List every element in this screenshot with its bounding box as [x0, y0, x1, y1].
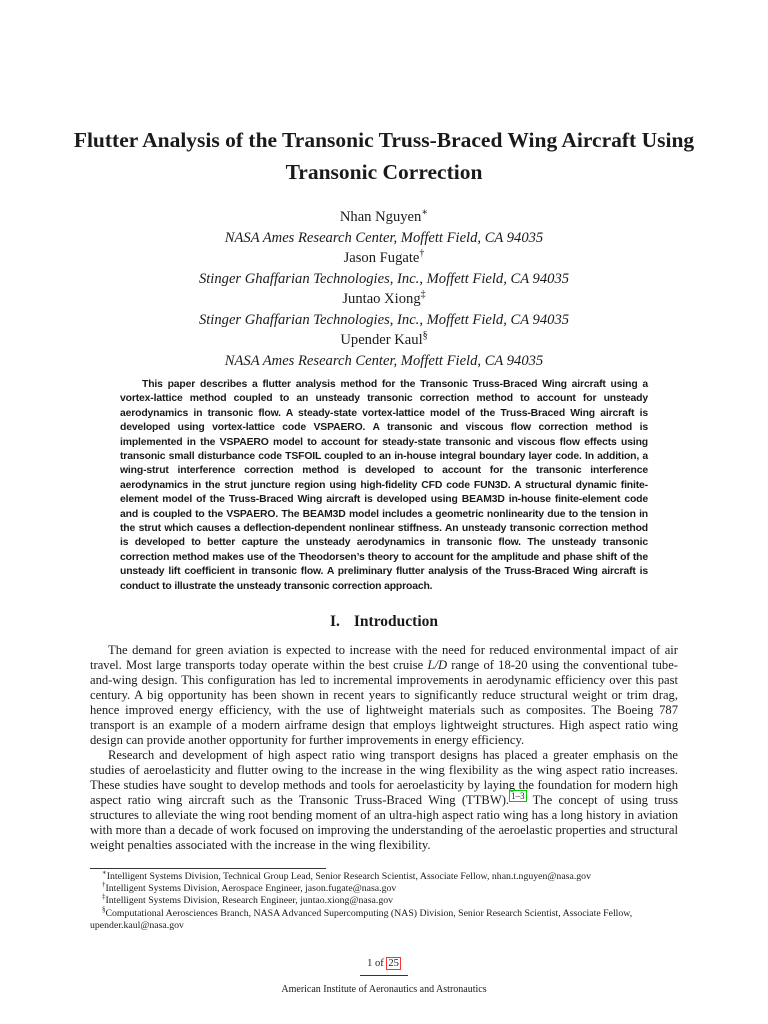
author-name: Juntao Xiong‡: [342, 289, 426, 307]
section-heading: I. Introduction: [329, 613, 439, 630]
paper-title: Flutter Analysis of the Transonic Truss-Braced Wing Aircraft Using Transonic Correction: [73, 128, 695, 184]
footnote: ‡Intelligent Systems Division, Research Engineer, juntao.xiong@nasa.gov: [102, 893, 394, 907]
footnote: †Intelligent Systems Division, Aerospace Engineer, jason.fugate@nasa.gov: [102, 880, 397, 895]
footer-organization: American Institute of Aeronautics and Astronautics: [281, 984, 487, 995]
citation-link[interactable]: 1–3: [511, 790, 525, 801]
author-name: Upender Kaul§: [340, 330, 428, 348]
author-name: Jason Fugate†: [343, 248, 425, 266]
total-pages-link[interactable]: 25: [388, 958, 399, 969]
author-affiliation: Stinger Ghaffarian Technologies, Inc., Moffett Field, CA 94035: [198, 270, 570, 287]
abstract: This paper describes a flutter analysis method for the Transonic Truss-Braced Wing aircraft using a vortex-lattice method coupled to an unsteady transonic correction method to account for unsteady aerodynamics in transonic flow. A steady-state vortex-lattice model of the Truss-Braced Wing aircraft is developed using vortex-lattice code VSPAERO. A transonic and viscous flow correction method is implemented in the VSPAERO model to account for steady-state transonic and viscous flow effects using transonic small disturbance code TSFOIL coupled to an in-house integral boundary layer code. In addition, a wing-strut interference correction method is developed to account for the transonic interference aerodynamics in the strut juncture region using high-fidelity CFD code FUN3D. A structural dynamic finite-element model of the Truss-Braced Wing aircraft is developed using BEAM3D in-house finite-element code and is coupled to the VSPAERO. The BEAM3D model includes a geometric nonlinearity due to the tension in the strut which causes a deflection-dependent nonlinear stiffness. An unsteady transonic correction method is developed to better capture the unsteady aerodynamics in transonic flow. The unsteady transonic correction method makes use of the Theodorsen’s theory to account for the amplitude and phase shift of the unsteady lift coefficient in transonic flow. A preliminary flutter analysis of the Truss-Braced Wing aircraft is conduct to illustrate the unsteady transonic correction approach.: [120, 379, 648, 592]
body-text: [90, 643, 678, 853]
footer-divider: [360, 975, 408, 976]
paragraph: The demand for green aviation is expected to increase with the need for reduced environmental impact of air travel. Most large transports today operate within the best cruise L/D range of 18-20 using the conventional tube-and-wing design. This configuration has led to incremental improvements in aerodynamic efficiency over this past century. A big opportunity has been shown in recent years to significantly reduce structural weight or trim drag, hence improved energy efficiency, with the use of lightweight materials such as composites. The Boeing 787 transport is an example of a modern airframe design that employs lightweight structures. High aspect ratio wing design can provide another opportunity for further improvements in energy efficiency.: [90, 643, 678, 747]
footnote: ∗Intelligent Systems Division, Technical Group Lead, Senior Research Scientist, Associate Fellow, nhan.t.nguyen@nasa.gov: [102, 868, 591, 882]
author-name: Nhan Nguyen∗: [339, 207, 429, 225]
footnotes: [90, 868, 678, 932]
author-affiliation: Stinger Ghaffarian Technologies, Inc., Moffett Field, CA 94035: [198, 311, 570, 328]
footnote: §Computational Aerosciences Branch, NASA Advanced Supercomputing (NAS) Division, Senior Research Scientist, Associate Fellow, upender.kaul@nasa.gov: [90, 905, 633, 931]
author-block: [60, 207, 708, 371]
page-number: 1 of 25: [367, 958, 399, 969]
author-affiliation: NASA Ames Research Center, Moffett Field, CA 94035: [224, 352, 544, 369]
author-affiliation: NASA Ames Research Center, Moffett Field, CA 94035: [224, 229, 544, 246]
paragraph: Research and development of high aspect ratio wing transport designs has placed a greater emphasis on the studies of aeroelasticity and flutter owing to the increase in the wing flexibility as the wing aspect ratio increases. These studies have sought to develop methods and tools for aeroelasticity by laying the foundation for modern high aspect ratio wing aircraft such as the Transonic Truss-Braced Wing (TTBW). $^{1-3}$ The concept of using truss structures to alleviate the wing root bending moment of an ultra-high aspect ratio wing has a long history in aviation with more than a decade of work focused on improving the understanding of the aeroelastic properties and structural weight penalties associated with the increase in the wing flexibility.: [90, 748, 678, 852]
footnote-divider: [90, 868, 326, 869]
